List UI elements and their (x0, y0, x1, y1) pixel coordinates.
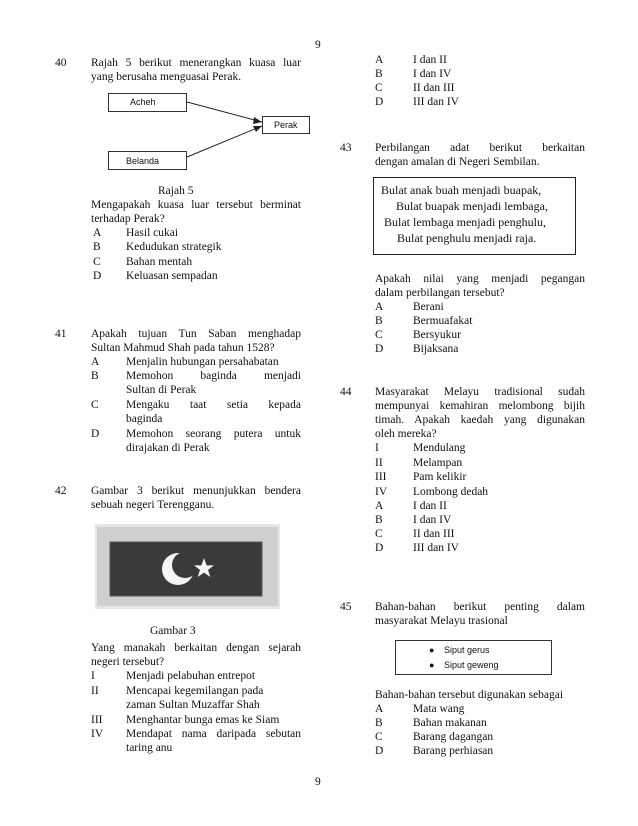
question-stem-line: mempunyai kemahiran melombong bijih (375, 400, 585, 412)
item-text: Mendulang (413, 442, 466, 454)
perak-box (262, 116, 310, 134)
question-stem-line: sebuah negeri Terengganu. (91, 499, 215, 511)
option-text: Barang dagangan (413, 731, 494, 743)
option-letter: D (93, 270, 102, 282)
option-text: Berani (413, 301, 444, 313)
question-number: 41 (55, 328, 67, 340)
option-letter: C (375, 82, 383, 94)
item-text: Mendapat nama daripada sebutan (126, 728, 301, 740)
option-letter: C (375, 731, 383, 743)
acheh-box (108, 93, 187, 112)
perbilangan-line: Bulat penghulu menjadi raja. (397, 231, 537, 245)
image-caption: Gambar 3 (150, 625, 196, 637)
option-text: Mata wang (413, 703, 465, 715)
option-letter: D (375, 96, 384, 108)
belanda-label: Belanda (126, 156, 160, 166)
item-roman: III (91, 714, 103, 726)
bullet-text: Siput gerus (444, 645, 490, 655)
option-letter: D (375, 745, 384, 757)
item-text: Melampan (413, 457, 463, 469)
option-letter: D (375, 343, 384, 355)
question-number: 42 (55, 485, 67, 497)
item-text: Lombong dedah (413, 486, 489, 498)
option-text: baginda (126, 413, 163, 425)
option-text: Memohon seorang putera untuk (126, 428, 301, 440)
option-text: I dan II (413, 500, 447, 512)
question-line: dalam perbilangan tersebut? (375, 287, 505, 299)
bullet-icon: ● (429, 645, 435, 655)
option-text: I dan IV (413, 514, 452, 526)
option-text: Bijaksana (413, 343, 459, 355)
question-line: Mengapakah kuasa luar tersebut berminat (91, 199, 301, 211)
option-letter: B (375, 717, 383, 729)
option-letter: A (375, 703, 384, 715)
item-text: Pam kelikir (413, 471, 467, 483)
page-number-top: 9 (315, 39, 321, 51)
option-letter: B (93, 241, 101, 253)
item-text: zaman Sultan Muzaffar Shah (126, 699, 260, 711)
question-number: 40 (55, 57, 67, 69)
item-roman: I (375, 442, 379, 454)
option-text: Bahan makanan (413, 717, 487, 729)
option-text: Bersyukur (413, 329, 461, 341)
option-text: I dan IV (413, 68, 452, 80)
option-text: Barang perhiasan (413, 745, 494, 757)
question-stem-line: Sultan Mahmud Shah pada tahun 1528? (91, 342, 275, 354)
option-text: dirajakan di Perak (126, 442, 210, 454)
question-stem-line: Perbilangan adat berikut berkaitan (375, 142, 585, 154)
acheh-label: Acheh (130, 97, 156, 107)
question-stem-line: Rajah 5 berikut menerangkan kuasa luar (91, 57, 301, 69)
question-line: Yang manakah berkaitan dengan sejarah (91, 642, 301, 654)
bahan-box (395, 640, 552, 675)
option-letter: D (375, 542, 384, 554)
question-stem-line: Masyarakat Melayu tradisional sudah (375, 386, 585, 398)
option-text: Bermuafakat (413, 315, 473, 327)
option-letter: A (375, 500, 384, 512)
option-text: Bahan mentah (126, 256, 193, 268)
bullet-text: Siput geweng (444, 660, 499, 670)
option-letter: B (375, 514, 383, 526)
item-text: taring anu (126, 742, 173, 754)
question-stem-line: Apakah tujuan Tun Saban menghadap (91, 328, 301, 340)
question-line: negeri tersebut? (91, 656, 165, 668)
item-roman: I (91, 670, 95, 682)
question-number: 44 (340, 386, 352, 398)
option-text: Memohon baginda menjadi (126, 370, 301, 382)
option-text: I dan II (413, 54, 447, 66)
option-letter: B (375, 315, 383, 327)
option-letter: A (93, 227, 102, 239)
question-line: Apakah nilai yang menjadi pegangan (375, 273, 585, 285)
option-letter: D (91, 428, 100, 440)
item-roman: IV (375, 486, 388, 498)
option-letter: C (375, 329, 383, 341)
question-number: 43 (340, 142, 352, 154)
option-text: Keluasan sempadan (126, 270, 218, 282)
item-text: Menjadi pelabuhan entrepot (126, 670, 256, 682)
question-line: terhadap Perak? (91, 213, 165, 225)
option-text: II dan III (413, 528, 455, 540)
option-letter: A (375, 301, 384, 313)
option-letter: B (375, 68, 383, 80)
question-line: Bahan-bahan tersebut digunakan sebagai (375, 689, 564, 701)
question-stem-line: dengan amalan di Negeri Sembilan. (375, 156, 540, 168)
option-text: Sultan di Perak (126, 384, 197, 396)
item-text: Mencapai kegemilangan pada (126, 685, 264, 697)
option-text: II dan III (413, 82, 455, 94)
item-roman: II (375, 457, 383, 469)
item-roman: IV (91, 728, 104, 740)
question-stem-line: Bahan-bahan berikut penting dalam (375, 601, 585, 613)
option-letter: A (375, 54, 384, 66)
option-letter: B (91, 370, 99, 382)
perbilangan-line: Bulat anak buah menjadi buapak, (381, 183, 542, 197)
perbilangan-line: Bulat lembaga menjadi penghulu, (384, 215, 546, 229)
option-letter: C (375, 528, 383, 540)
page-number-bottom: 9 (315, 776, 321, 788)
option-text: Kedudukan strategik (126, 241, 222, 253)
question-stem-line: yang berusaha menguasai Perak. (91, 71, 242, 83)
option-text: Hasil cukai (126, 227, 179, 239)
perbilangan-line: Bulat buapak menjadi lembaga, (396, 199, 548, 213)
question-number: 45 (340, 601, 352, 613)
item-roman: III (375, 471, 387, 483)
question-stem-line: oleh mereka? (375, 428, 437, 440)
question-stem-line: Gambar 3 berikut menunjukkan bendera (91, 485, 301, 497)
question-stem-line: timah. Apakah kaedah yang digunakan (375, 414, 585, 426)
option-letter: C (91, 399, 99, 411)
option-text: III dan IV (413, 96, 459, 108)
option-text: III dan IV (413, 542, 459, 554)
option-letter: C (93, 256, 101, 268)
perbilangan-box (373, 177, 576, 255)
bullet-icon: ● (429, 660, 435, 670)
option-letter: A (91, 356, 100, 368)
belanda-box (108, 151, 187, 170)
item-text: Menghantar bunga emas ke Siam (126, 714, 280, 726)
option-text: Mengaku taat setia kepada (126, 399, 301, 411)
diagram-caption: Rajah 5 (158, 185, 194, 197)
item-roman: II (91, 685, 99, 697)
perak-label: Perak (274, 120, 298, 130)
option-text: Menjalin hubungan persahabatan (126, 356, 279, 368)
question-stem-line: masyarakat Melayu trasional (375, 615, 508, 627)
terengganu-flag-image (95, 524, 280, 609)
